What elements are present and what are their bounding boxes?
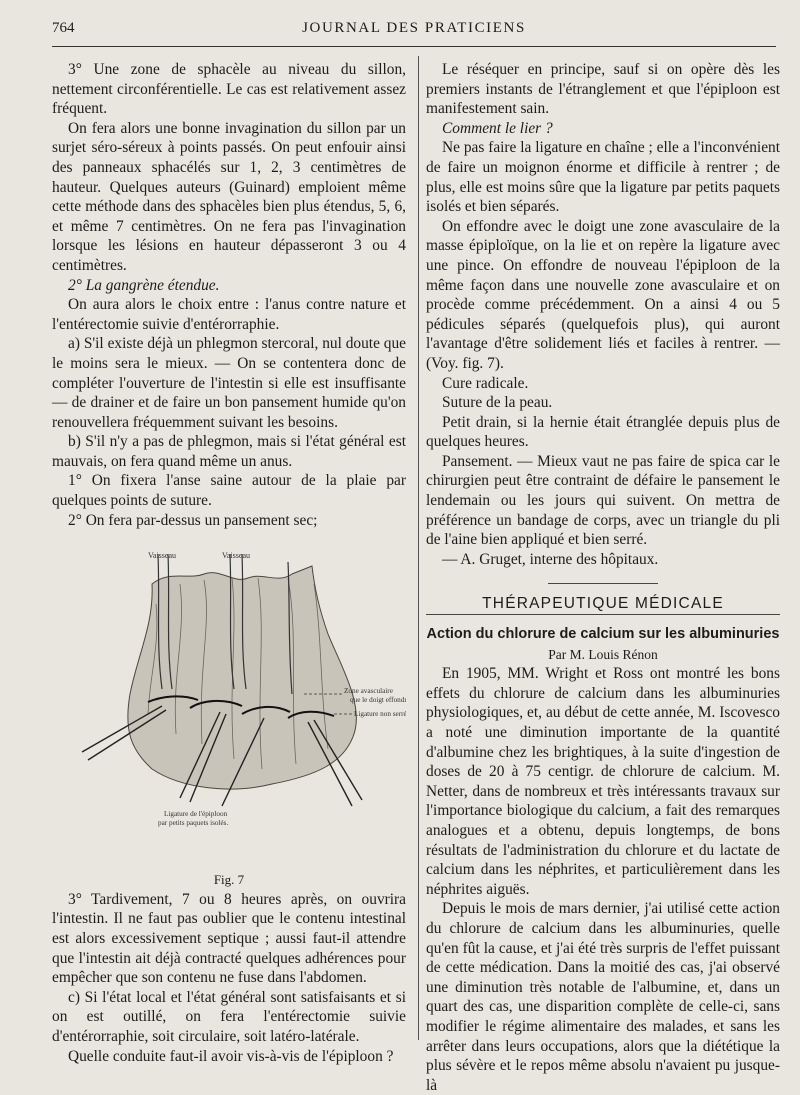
paragraph: On aura alors le choix entre : l'anus contre nature et l'entérectomie suivie d'entérorraphie.	[52, 296, 406, 333]
author-signature: — A. Gruget, interne des hôpitaux.	[442, 550, 659, 568]
figure-label-vaisseau-right: Vaisseau	[222, 551, 250, 561]
paragraph: 3° Tardivement, 7 ou 8 heures après, on ouvrira l'intestin. Il ne faut pas oublier que le contenu intestinal est alors excessivement septique ; aussi faut-il attendre que l'intestin ait déjà contracté quelques adhérences pour empêcher que son contenu ne fuse dans l'abdomen.	[52, 890, 406, 987]
paragraph: Le réséquer en principe, sauf si on opère dès les premiers instants de l'étranglement et que l'épiploon est manifestement sain.	[426, 61, 780, 118]
paragraph: Cure radicale.	[442, 374, 529, 392]
article-byline: Par M. Louis Rénon	[548, 646, 658, 662]
left-column	[52, 60, 406, 1066]
paragraph: En 1905, MM. Wright et Ross ont montré les bons effets du chlorure de calcium dans les albuminuries physiologiques, et, au début de cette année, M. Iscovesco a noté une diminution importante de la quantité d'albumine chez les brightiques, à la suite d'ingestion de doses de 20 à 75 centigr. de chlorure de calcium. M. Netter, dans de nombreux et très intéressants travaux sur l'importance biologique du calcium, a fait des remarques analogues et a obtenu, depuis longtemps, de bons résultats de l'administration du chlorure et du lactate de calcium dans les néphrites, et particulièrement dans les néphrites aiguës.	[426, 665, 780, 898]
paragraph: b) S'il n'y a pas de phlegmon, mais si l'état général est mauvais, on fera quand même un anus.	[52, 433, 406, 470]
figure-label-zone-avasculaire: Zone avasculaire	[344, 687, 393, 696]
epiploon-ligature-illustration	[52, 544, 406, 864]
subheading: Comment le lier ?	[442, 119, 553, 137]
section-title: THÉRAPEUTIQUE MÉDICALE	[482, 595, 724, 613]
column-divider	[418, 56, 419, 1040]
paragraph: 1° On fixera l'anse saine autour de la plaie par quelques points de suture.	[52, 472, 406, 510]
running-header	[52, 20, 776, 42]
paragraph: On effondre avec le doigt une zone avasculaire de la masse épiploïque, on la lie et on repère la ligature avec une pince. On effondre de nouveau l'épiploon de la même façon dans une nouvelle zone avasculaire et on procède comme précédemment. On a ainsi 4 ou 5 pédicules séparés (quelquefois plus), qui auront l'avantage d'être solidement liés et faciles à rentrer. — (Voy. fig. 7).	[426, 217, 780, 372]
figure-label-petits-paquets: par petits paquets isolés.	[158, 819, 229, 828]
figure-7	[52, 544, 406, 864]
section-rule	[426, 614, 780, 615]
paragraph: Quelle conduite faut-il avoir vis-à-vis de l'épiploon ?	[68, 1047, 394, 1065]
paragraph: Suture de la peau.	[442, 394, 553, 412]
paragraph: Petit drain, si la hernie était étranglée depuis plus de quelques heures.	[426, 413, 780, 451]
paragraph: Depuis le mois de mars dernier, j'ai utilisé cette action du chlorure de calcium dans les albuminuries, quelle qu'en fût la cause, et j'ai été très surpris de l'effet puissant de cette médication. Dans la moitié des cas, j'ai observé une diminution très notable de l'albumine, et, dans un quart des cas, une disparition complète de celle-ci, sans modifier le régime alimentaire des malades, et sans les arrêter dans leurs occupations, alors que la diététique la plus sévère et le repos même absolu n'avaient pu jusque-là	[426, 900, 780, 1094]
figure-label-ligature-epiploon: Ligature de l'épiploon	[164, 810, 228, 819]
right-column	[426, 60, 780, 1095]
paragraph: Pansement. — Mieux vaut ne pas faire de spica car le chirurgien peut être contraint de défaire le pansement le lendemain ou les jours qui suivent. On mettra de préférence un bandage de corps, avec un triangle du pli de l'aine bien appliqué et bien serré.	[426, 452, 780, 549]
figure-label-ligature-non-serree: Ligature non serrée	[354, 710, 406, 719]
figure-label-zone-doigt: que le doigt effondre.	[350, 696, 406, 705]
article-title: Action du chlorure de calcium sur les albuminuries	[426, 626, 780, 643]
section-divider	[548, 583, 658, 584]
header-rule	[52, 46, 776, 47]
figure-label-vaisseau-left: Vaisseau	[148, 551, 176, 561]
paragraph: On fera alors une bonne invagination du sillon par un surjet séro-séreux à points passés. On peut enfouir ainsi des panneaux sphacélés sur 1, 2, 3 centimètres de hauteur. Quelques auteurs (Guinard) emploient même cette méthode dans des sphacèles bien plus étendus, 5, 6, et même 7 centimètres. On ne fera pas l'invagination lorsque les lésions en hauteur dépasseront 3 ou 4 centimètres.	[52, 119, 406, 274]
paragraph: 2° On fera par-dessus un pansement sec;	[68, 511, 318, 529]
figure-caption: Fig. 7	[213, 872, 245, 888]
paragraph: 3° Une zone de sphacèle au niveau du sillon, nettement circonférentielle. Le cas est relativement assez fréquent.	[52, 61, 406, 118]
paragraph: c) Si l'état local et l'état général sont satisfaisants et si on est outillé, on fera l'entérectomie suivie d'entérorraphie, soit circulaire, soit latéro-latérale.	[52, 988, 406, 1045]
paragraph: Ne pas faire la ligature en chaîne ; elle a l'inconvénient de faire un moignon énorme et difficile à rentrer ; de plus, elle est moins sûre que la ligature par petits paquets isolés et bien séparés.	[426, 139, 780, 216]
paragraph: a) S'il existe déjà un phlegmon stercoral, nul doute que le moins sera le mieux. — On se contentera donc de compléter l'ouverture de l'intestin si elle est insuffisante — de drainer et de faire un bon pansement humide qu'on renouvellera fréquemment suivant les besoins.	[52, 335, 406, 431]
page-number: 764	[52, 20, 75, 36]
journal-title: JOURNAL DES PRATICIENS	[302, 20, 526, 36]
subheading: 2° La gangrène étendue.	[68, 276, 220, 294]
